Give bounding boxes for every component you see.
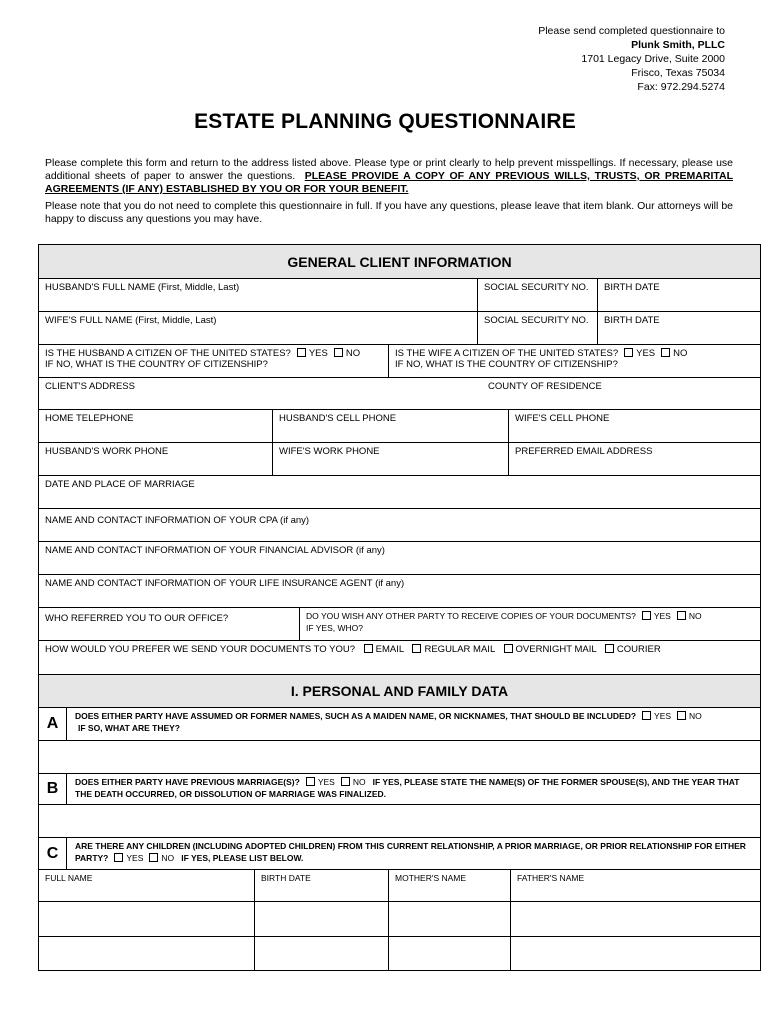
husband-citizen-question — [45, 348, 382, 359]
ssn-label: SOCIAL SECURITY NO. — [484, 282, 589, 293]
col-fathers-name: FATHER'S NAME — [517, 873, 585, 883]
husband-cell-label: HUSBAND'S CELL PHONE — [279, 413, 397, 424]
mailing-instruction: Please send completed questionnaire to — [538, 25, 725, 37]
ssn-label: SOCIAL SECURITY NO. — [484, 315, 589, 326]
row-address — [39, 378, 760, 410]
question-c-label: ARE THERE ANY CHILDREN (INCLUDING ADOPTED CHILDREN) FROM THIS CURRENT RELATIONSHIP, A PRIOR MARRIAGE, OR PRIOR RELATIONSHIP FOR EITHER PARTY? — [75, 841, 746, 863]
county-label: COUNTY OF RESIDENCE — [488, 381, 602, 392]
checkbox-icon[interactable] — [677, 711, 686, 720]
child-full-name-field[interactable] — [39, 937, 255, 970]
question-c-text — [75, 840, 752, 864]
insurance-label: NAME AND CONTACT INFORMATION OF YOUR LIFE INSURANCE AGENT (if any) — [45, 578, 405, 589]
wife-citizenship-field[interactable] — [389, 345, 760, 377]
yes-label: YES — [654, 711, 672, 721]
col-full-name: FULL NAME — [39, 870, 255, 901]
city-state-zip: Frisco, Texas 75034 — [631, 67, 725, 79]
husband-work-label: HUSBAND'S WORK PHONE — [45, 446, 169, 457]
husband-citizen-label: IS THE HUSBAND A CITIZEN OF THE UNITED STATES? — [45, 348, 291, 359]
intro-paragraph-1 — [45, 157, 733, 196]
mailing-address — [538, 24, 725, 94]
yes-label: YES — [126, 853, 144, 863]
wife-work-label: WIFE'S WORK PHONE — [279, 446, 380, 457]
home-telephone-field[interactable] — [39, 410, 273, 442]
option-overnight-mail: OVERNIGHT MAIL — [515, 644, 597, 655]
client-address-field[interactable] — [39, 378, 482, 409]
copies-field[interactable] — [300, 608, 760, 640]
if-yes-who-label: IF YES, WHO? — [306, 623, 363, 633]
checkbox-icon[interactable] — [677, 611, 686, 620]
no-label: NO — [689, 711, 702, 721]
wife-name-label: WIFE'S FULL NAME (First, Middle, Last) — [45, 315, 217, 326]
row-phones-1 — [39, 410, 760, 443]
no-label: NO — [161, 853, 175, 863]
copies-question — [306, 610, 754, 622]
checkbox-icon[interactable] — [114, 853, 123, 862]
question-b-text — [75, 776, 752, 800]
no-label: NO — [673, 348, 688, 359]
copies-label: DO YOU WISH ANY OTHER PARTY TO RECEIVE COPIES OF YOUR DOCUMENTS? — [306, 611, 636, 621]
referred-label: WHO REFERRED YOU TO OUR OFFICE? — [45, 613, 229, 624]
email-label: PREFERRED EMAIL ADDRESS — [515, 446, 653, 457]
firm-name: Plunk Smith, PLLC — [631, 39, 725, 51]
country-question: IF NO, WHAT IS THE COUNTRY OF CITIZENSHIP? — [395, 359, 618, 370]
checkbox-icon[interactable] — [364, 644, 373, 653]
intro-text — [45, 157, 733, 230]
children-table-header — [39, 870, 760, 902]
husband-cell-field[interactable] — [273, 410, 509, 442]
question-c-letter: C — [39, 838, 67, 869]
checkbox-icon[interactable] — [661, 348, 670, 357]
question-b — [39, 774, 760, 805]
county-field[interactable] — [482, 378, 760, 409]
answer-b-field[interactable] — [39, 805, 760, 838]
answer-a-field[interactable] — [39, 741, 760, 774]
husband-work-field[interactable] — [39, 443, 273, 475]
checkbox-icon[interactable] — [504, 644, 513, 653]
row-husband — [39, 279, 760, 312]
country-question: IF NO, WHAT IS THE COUNTRY OF CITIZENSHIP? — [45, 359, 268, 370]
checkbox-icon[interactable] — [412, 644, 421, 653]
no-label: NO — [345, 348, 361, 359]
col-mothers-name: MOTHER'S NAME — [389, 870, 511, 901]
husband-citizenship-field[interactable] — [39, 345, 389, 377]
row-phones-2 — [39, 443, 760, 476]
wife-citizen-question — [395, 348, 754, 359]
marriage-field[interactable] — [39, 476, 760, 508]
checkbox-icon[interactable] — [341, 777, 350, 786]
questionnaire-form — [38, 244, 761, 971]
child-birth-date-field[interactable] — [255, 937, 389, 970]
table-row — [39, 902, 760, 937]
referred-field[interactable] — [39, 608, 300, 640]
checkbox-icon[interactable] — [642, 711, 651, 720]
option-regular-mail: REGULAR MAIL — [424, 644, 495, 655]
checkbox-icon[interactable] — [297, 348, 306, 357]
husband-birth-date-field[interactable] — [598, 279, 760, 311]
checkbox-icon[interactable] — [642, 611, 651, 620]
send-preference-field — [39, 641, 760, 674]
checkbox-icon[interactable] — [334, 348, 343, 357]
table-row — [39, 937, 760, 970]
child-father-field[interactable] — [511, 937, 760, 970]
advisor-field[interactable] — [39, 542, 760, 574]
row-citizenship — [39, 345, 760, 378]
birth-date-label: BIRTH DATE — [604, 315, 660, 326]
question-c-followup: IF YES, PLEASE LIST BELOW. — [181, 853, 304, 863]
no-label: NO — [352, 777, 366, 787]
send-preference-label: HOW WOULD YOU PREFER WE SEND YOUR DOCUMENTS TO YOU? — [45, 644, 356, 655]
child-mother-field[interactable] — [389, 902, 511, 936]
checkbox-icon[interactable] — [605, 644, 614, 653]
child-full-name-field[interactable] — [39, 902, 255, 936]
marriage-label: DATE AND PLACE OF MARRIAGE — [45, 479, 195, 490]
no-label: NO — [688, 611, 702, 621]
email-field[interactable] — [509, 443, 760, 475]
row-send-preference — [39, 641, 760, 675]
intro-plain: Please complete this form and return to the address listed above. Please type or print clearly to help prevent misspellings. If necessary, please use additional sheets of paper to answer the questions. — [45, 157, 733, 182]
row-marriage — [39, 476, 760, 509]
checkbox-icon[interactable] — [306, 777, 315, 786]
wife-name-field[interactable] — [39, 312, 478, 344]
wife-work-field[interactable] — [273, 443, 509, 475]
cpa-field[interactable] — [39, 512, 760, 541]
birth-date-label: BIRTH DATE — [604, 282, 660, 293]
question-a-label: DOES EITHER PARTY HAVE ASSUMED OR FORMER NAMES, SUCH AS A MAIDEN NAME, OR NICKNAMES, THAT SHOULD BE INCLUDED? — [75, 711, 637, 721]
intro-emphasis: PLEASE PROVIDE A COPY OF ANY PREVIOUS WILLS, TRUSTS, OR PREMARITAL AGREEMENTS (IF ANY) ESTABLISHED BY YOU OR FOR YOUR BENEFIT. — [45, 170, 733, 195]
yes-label: YES — [653, 611, 671, 621]
husband-name-field[interactable] — [39, 279, 478, 311]
general-section-header: GENERAL CLIENT INFORMATION — [39, 245, 760, 279]
question-a — [39, 708, 760, 741]
husband-ssn-field[interactable] — [478, 279, 598, 311]
question-c — [39, 838, 760, 870]
yes-label: YES — [636, 348, 656, 359]
option-courier: COURIER — [616, 644, 661, 655]
husband-name-label: HUSBAND'S FULL NAME (First, Middle, Last) — [45, 282, 240, 293]
row-insurance — [39, 575, 760, 608]
yes-label: YES — [317, 777, 335, 787]
cpa-label: NAME AND CONTACT INFORMATION OF YOUR CPA (if any) — [45, 515, 310, 526]
home-telephone-label: HOME TELEPHONE — [45, 413, 134, 424]
row-cpa — [39, 509, 760, 542]
advisor-label: NAME AND CONTACT INFORMATION OF YOUR FINANCIAL ADVISOR (if any) — [45, 545, 385, 556]
row-wife — [39, 312, 760, 345]
wife-birth-date-field[interactable] — [598, 312, 760, 344]
checkbox-icon[interactable] — [624, 348, 633, 357]
row-advisor — [39, 542, 760, 575]
child-birth-date-field[interactable] — [255, 902, 389, 936]
col-birth-date: BIRTH DATE — [255, 870, 389, 901]
personal-section-header: I. PERSONAL AND FAMILY DATA — [39, 675, 760, 708]
question-a-followup: IF SO, WHAT ARE THEY? — [78, 723, 180, 733]
row-referral — [39, 608, 760, 641]
question-a-letter: A — [39, 708, 67, 740]
question-a-text — [75, 710, 752, 734]
wife-ssn-field[interactable] — [478, 312, 598, 344]
child-father-field[interactable] — [511, 902, 760, 936]
question-b-followup: IF YES, PLEASE STATE THE NAME(S) OF THE FORMER SPOUSE(S), AND THE YEAR THAT THE DEATH OCCURRED, OR DISSOLUTION OF MARRIAGE WAS FINALIZED. — [75, 777, 740, 799]
yes-label: YES — [308, 348, 328, 359]
wife-cell-label: WIFE'S CELL PHONE — [515, 413, 610, 424]
page-title: ESTATE PLANNING QUESTIONNAIRE — [194, 110, 576, 133]
child-mother-field[interactable] — [389, 937, 511, 970]
fax-number: Fax: 972.294.5274 — [637, 81, 725, 93]
client-address-label: CLIENT'S ADDRESS — [45, 381, 135, 392]
wife-cell-field[interactable] — [509, 410, 760, 442]
question-b-label: DOES EITHER PARTY HAVE PREVIOUS MARRIAGE(S)? — [75, 777, 300, 787]
insurance-field[interactable] — [39, 575, 760, 607]
question-b-letter: B — [39, 774, 67, 804]
option-email: EMAIL — [375, 644, 404, 655]
intro-paragraph-2: Please note that you do not need to complete this questionnaire in full. If you have any questions, please leave that item blank. Our attorneys will be happy to discuss any questions you may have. — [45, 200, 733, 225]
checkbox-icon[interactable] — [149, 853, 158, 862]
street-address: 1701 Legacy Drive, Suite 2000 — [581, 53, 725, 65]
wife-citizen-label: IS THE WIFE A CITIZEN OF THE UNITED STATES? — [395, 348, 619, 359]
